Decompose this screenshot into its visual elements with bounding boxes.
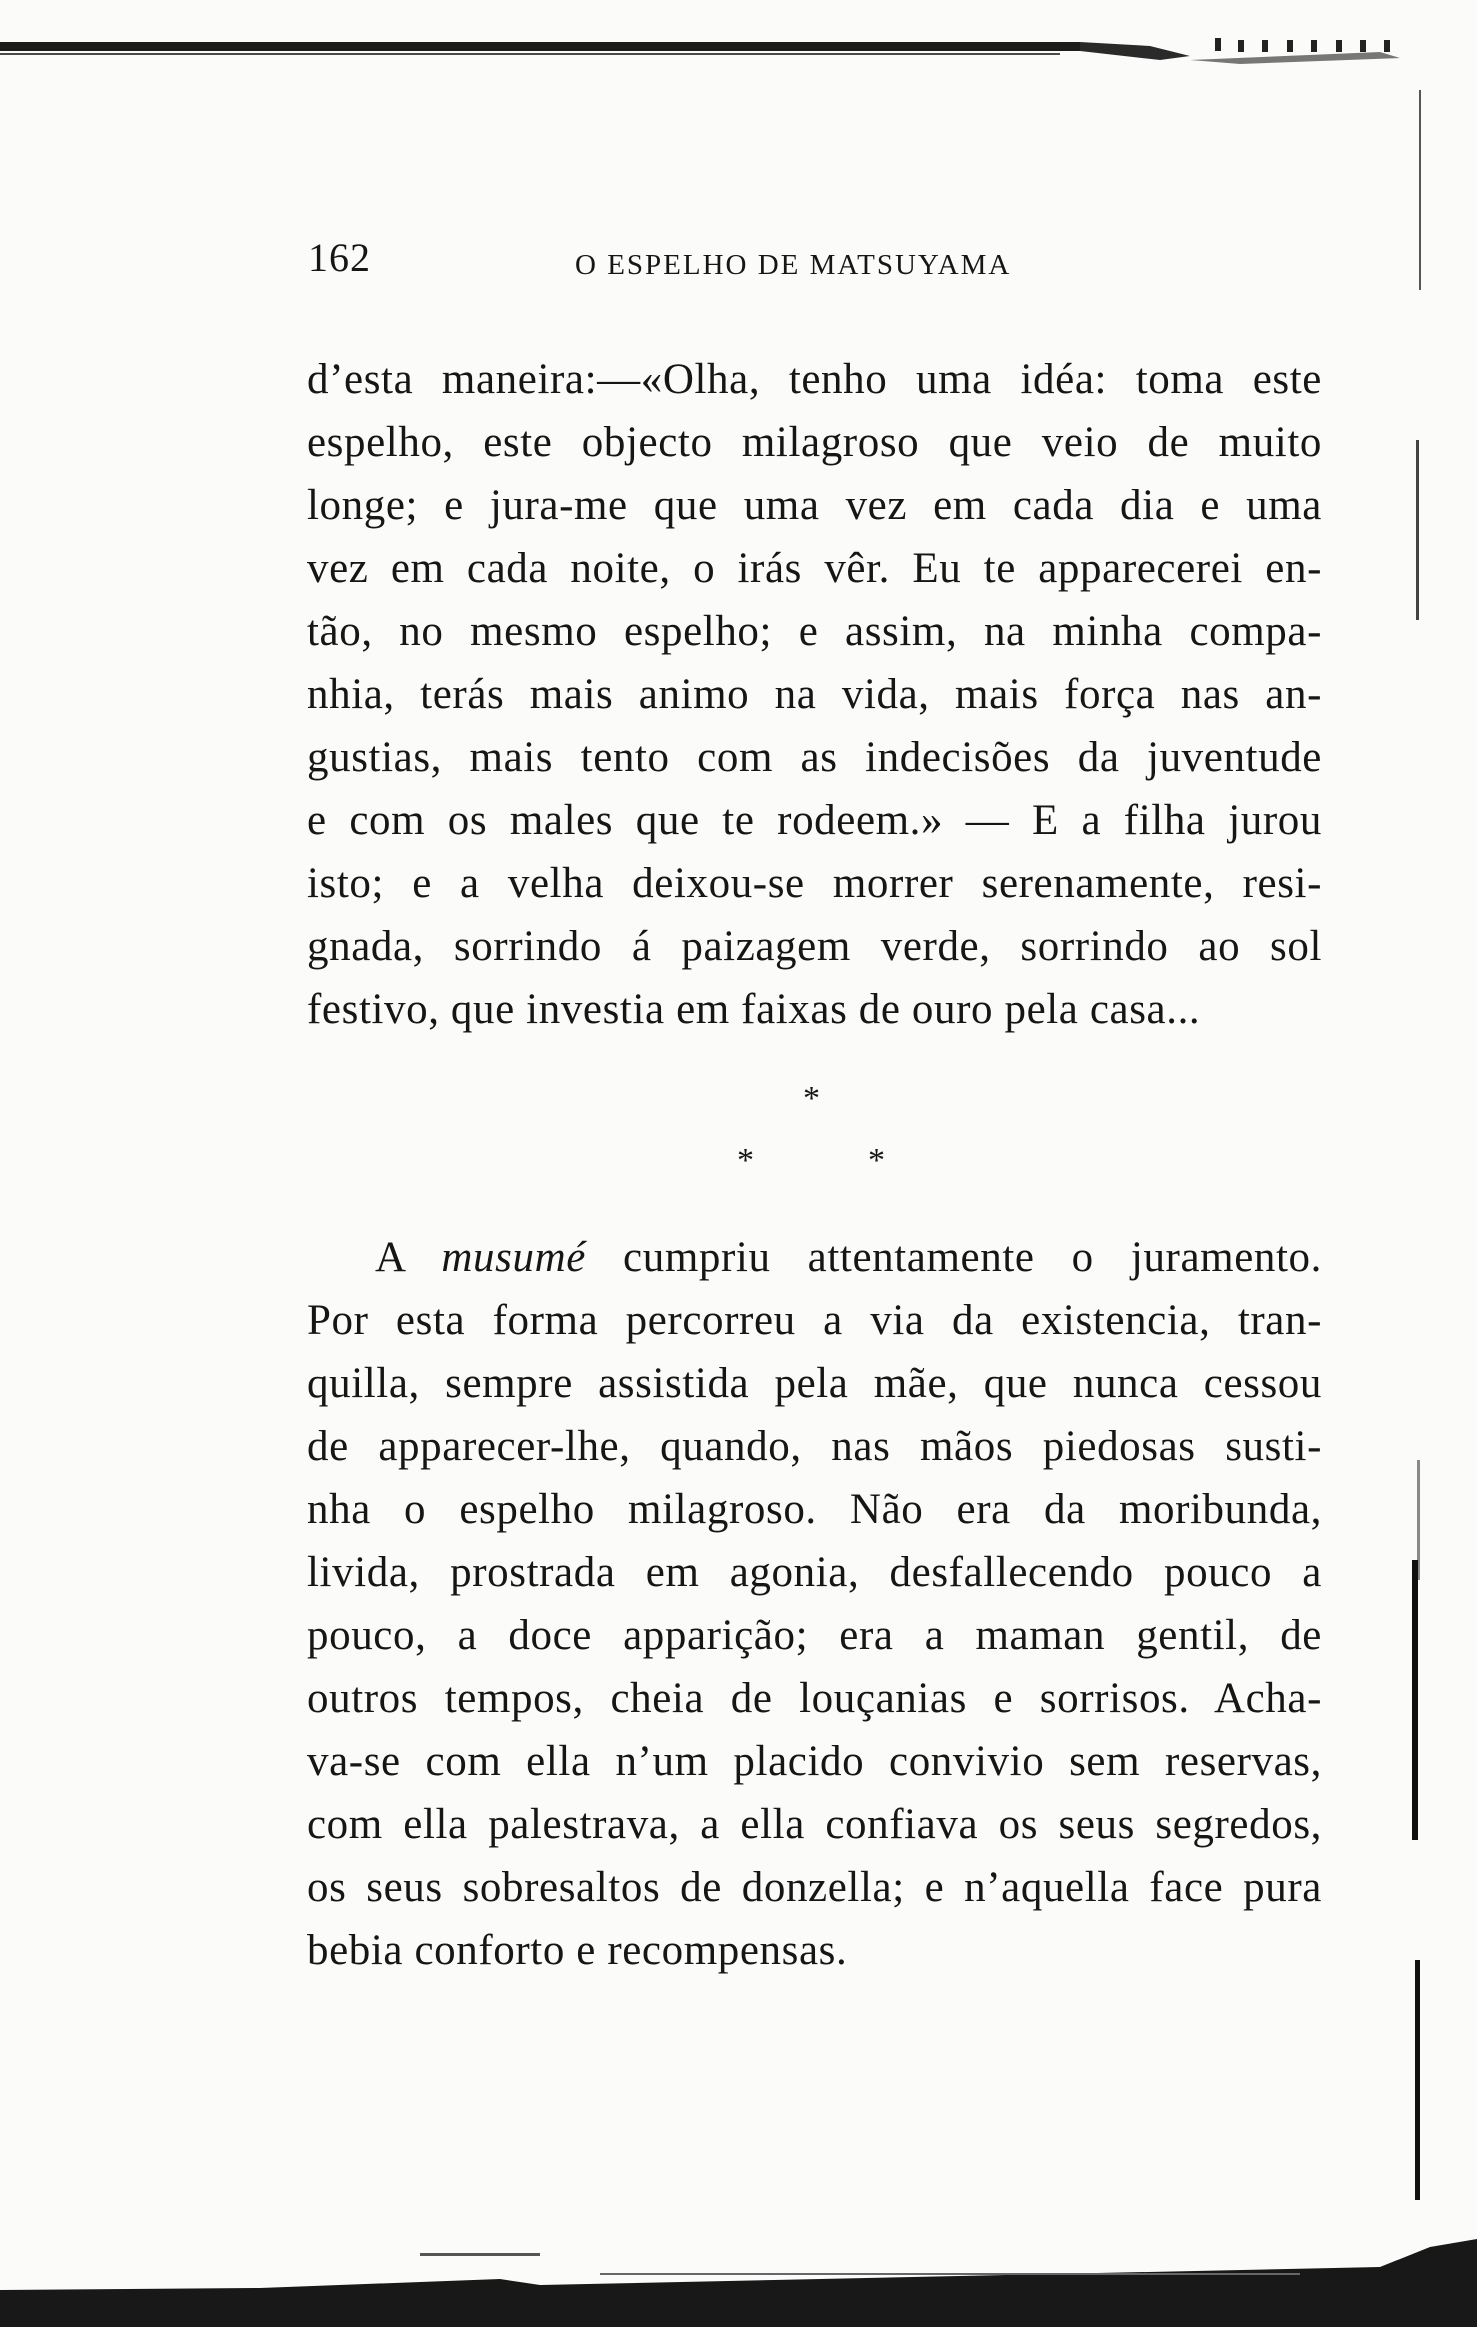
text-line: pouco, a doce apparição; era a maman gentil, de <box>307 1612 1322 1659</box>
text-line: longe; e jura-me que uma vez em cada dia e uma <box>307 482 1322 529</box>
text-line: va-se com ella n’um placido convivio sem reservas, <box>307 1738 1322 1785</box>
scan-bottom-edge <box>0 2195 1477 2327</box>
scan-top-edge <box>0 38 1430 78</box>
text-line: os seus sobresaltos de donzella; e n’aquella face pura <box>307 1864 1322 1911</box>
text-line: livida, prostrada em agonia, desfallecendo pouco a <box>307 1549 1322 1596</box>
text-fragment: A <box>375 1234 442 1281</box>
scan-right-edge <box>1405 80 1435 2220</box>
asterism-star: * <box>803 1080 820 1117</box>
paragraph-1 <box>307 348 1322 1041</box>
text-line: vez em cada noite, o irás vêr. Eu te apparecerei en- <box>307 545 1322 592</box>
text-line: Por esta forma percorreu a via da existencia, tran- <box>307 1297 1322 1344</box>
section-break-asterism <box>700 1082 940 1192</box>
text-line: e com os males que te rodeem.» — E a filha jurou <box>307 797 1322 844</box>
italic-word: musumé <box>441 1234 586 1281</box>
page-number: 162 <box>308 235 371 280</box>
text-line: gnada, sorrindo á paizagem verde, sorrindo ao sol <box>307 923 1322 970</box>
text-line: nhia, terás mais animo na vida, mais força nas an- <box>307 671 1322 718</box>
text-line: tão, no mesmo espelho; e assim, na minha compa- <box>307 608 1322 655</box>
text-line: nha o espelho milagroso. Não era da moribunda, <box>307 1486 1322 1533</box>
asterism-star: * <box>868 1142 885 1179</box>
text-line: isto; e a velha deixou-se morrer serenamente, resi- <box>307 860 1322 907</box>
asterism-star: * <box>737 1142 754 1179</box>
text-line: festivo, que investia em faixas de ouro pela casa... <box>307 986 1201 1033</box>
text-line: outros tempos, cheia de louçanias e sorrisos. Acha- <box>307 1675 1322 1722</box>
text-line: quilla, sempre assistida pela mãe, que nunca cessou <box>307 1360 1322 1407</box>
text-line: bebia conforto e recompensas. <box>307 1927 848 1974</box>
text-line-first <box>307 1226 1322 1289</box>
text-line: d’esta maneira:—«Olha, tenho uma idéa: toma este <box>307 356 1322 403</box>
text-line: espelho, este objecto milagroso que veio de muito <box>307 419 1322 466</box>
text-line: com ella palestrava, a ella confiava os seus segredos, <box>307 1801 1322 1848</box>
text-line: gustias, mais tento com as indecisões da juventude <box>307 734 1322 781</box>
text-line: de apparecer-lhe, quando, nas mãos piedosas susti- <box>307 1423 1322 1470</box>
running-head: O ESPELHO DE MATSUYAMA <box>575 249 1012 281</box>
paragraph-2 <box>307 1226 1322 1982</box>
text-fragment: cumpriu attentamente o juramento. <box>585 1234 1322 1281</box>
